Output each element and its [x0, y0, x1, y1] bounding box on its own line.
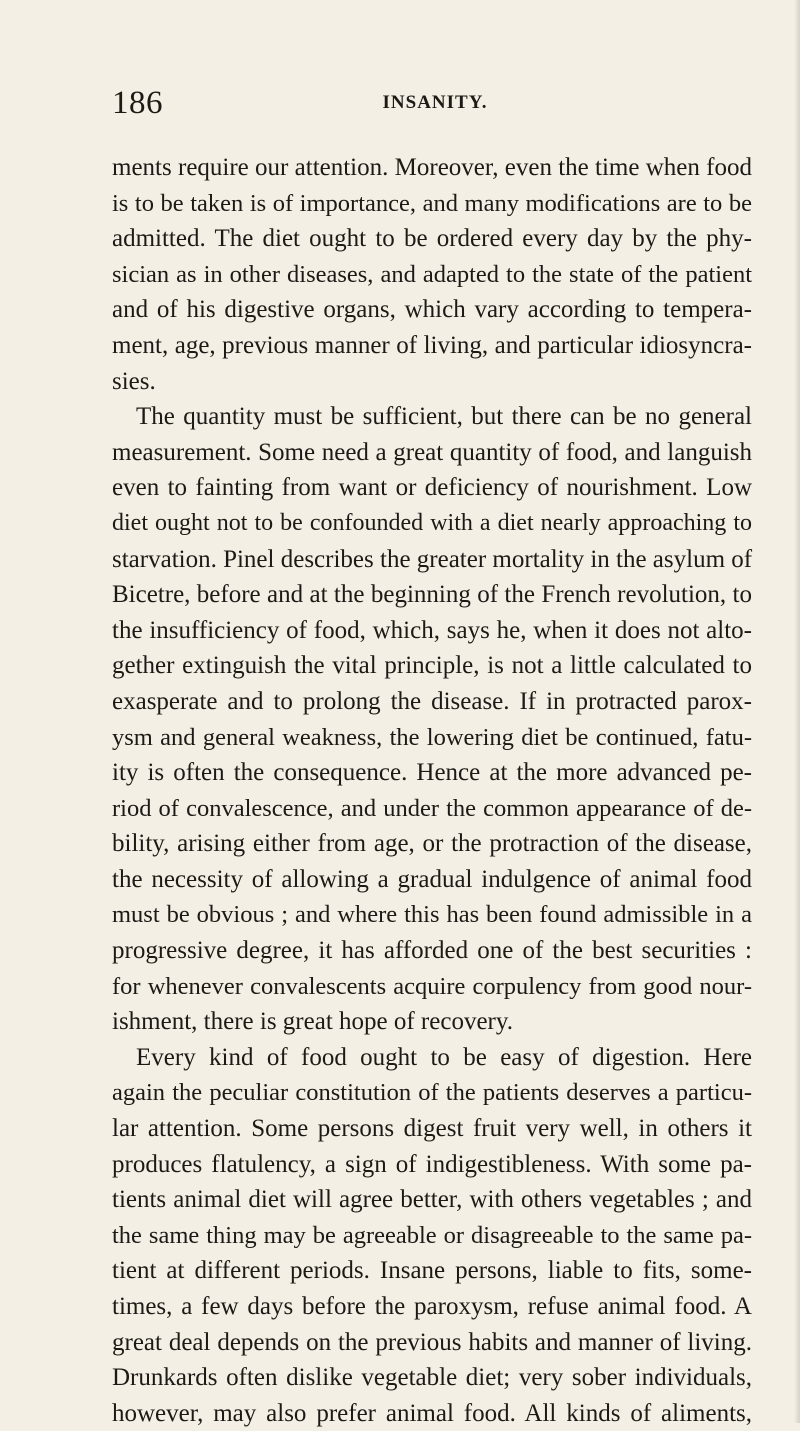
text-line: tients animal diet will agree better, with others vegetables ; and [112, 1186, 752, 1214]
text-line: starvation. Pinel describes the greater mortality in the asylum of [112, 545, 753, 573]
text-line: The quantity must be sufficient, but there can be no general [136, 403, 752, 431]
text-line: bility, arising either from age, or the protraction of the disease, [112, 830, 752, 858]
text-line: ity is often the consequence. Hence at the more advanced pe- [112, 759, 752, 787]
text-line: must be obvious ; and where this has been found admissible in a [112, 901, 752, 929]
text-line: and of his digestive organs, which vary according to tempera- [112, 296, 752, 324]
text-line: diet ought not to be confounded with a diet nearly approaching to [112, 509, 752, 536]
text-line: progressive degree, it has afforded one of the best securities : [112, 937, 752, 965]
text-line: measurement. Some need a great quantity of food, and languish [112, 438, 752, 466]
text-line: riod of convalescence, and under the common appearance of de- [112, 794, 752, 822]
text-line: the same thing may be agreeable or disagreeable to the same pa- [112, 1221, 752, 1249]
text-line: the insufficiency of food, which, says he, when it does not alto- [112, 616, 752, 644]
text-line: sician as in other diseases, and adapted to the state of the patient [112, 260, 752, 288]
text-line: ments require our attention. Moreover, even the time when food [112, 154, 752, 181]
page-edge-shadow [794, 0, 800, 1423]
text-line: gether extinguish the vital principle, is not a little calculated to [112, 652, 752, 680]
text-line: tient at different periods. Insane persons, liable to fits, some- [112, 1257, 752, 1285]
text-line: lar attention. Some persons digest fruit very well, in others it [112, 1115, 752, 1143]
running-title: INSANITY. [382, 92, 488, 113]
text-line: Bicetre, before and at the beginning of the French revolution, to [112, 581, 752, 609]
text-line: produces flatulency, a sign of indigestibleness. With some pa- [112, 1150, 752, 1178]
text-line: ishment, there is great hope of recovery. [112, 1008, 514, 1036]
text-line: even to fainting from want or deficiency of nourishment. Low [112, 474, 752, 502]
text-line: Every kind of food ought to be easy of digestion. Here [136, 1043, 752, 1071]
text-line: great deal depends on the previous habits and manner of living. [112, 1328, 752, 1356]
text-line: times, a few days before the paroxysm, refuse animal food. A [112, 1293, 752, 1320]
page-number: 186 [112, 85, 163, 121]
text-line: Drunkards often dislike vegetable diet; very sober individuals, [112, 1364, 752, 1392]
text-line: admitted. The diet ought to be ordered every day by the phy- [112, 225, 752, 253]
text-line: is to be taken is of importance, and many modifications are to be [112, 189, 752, 217]
text-line: however, may also prefer animal food. All kinds of aliments, [112, 1399, 752, 1427]
text-line: for whenever convalescents acquire corpulency from good nour- [112, 972, 752, 1000]
text-line: sies. [112, 367, 156, 395]
body-text [112, 150, 752, 1431]
text-line: ysm and general weakness, the lowering diet be continued, fatu- [112, 723, 752, 751]
text-line: exasperate and to prolong the disease. If in protracted parox- [112, 687, 752, 715]
text-line: the necessity of allowing a gradual indulgence of animal food [112, 865, 752, 893]
running-head [112, 86, 752, 120]
text-line: ment, age, previous manner of living, and particular idiosyncra- [112, 331, 752, 359]
text-line: again the peculiar constitution of the patients deserves a particu- [112, 1079, 752, 1107]
